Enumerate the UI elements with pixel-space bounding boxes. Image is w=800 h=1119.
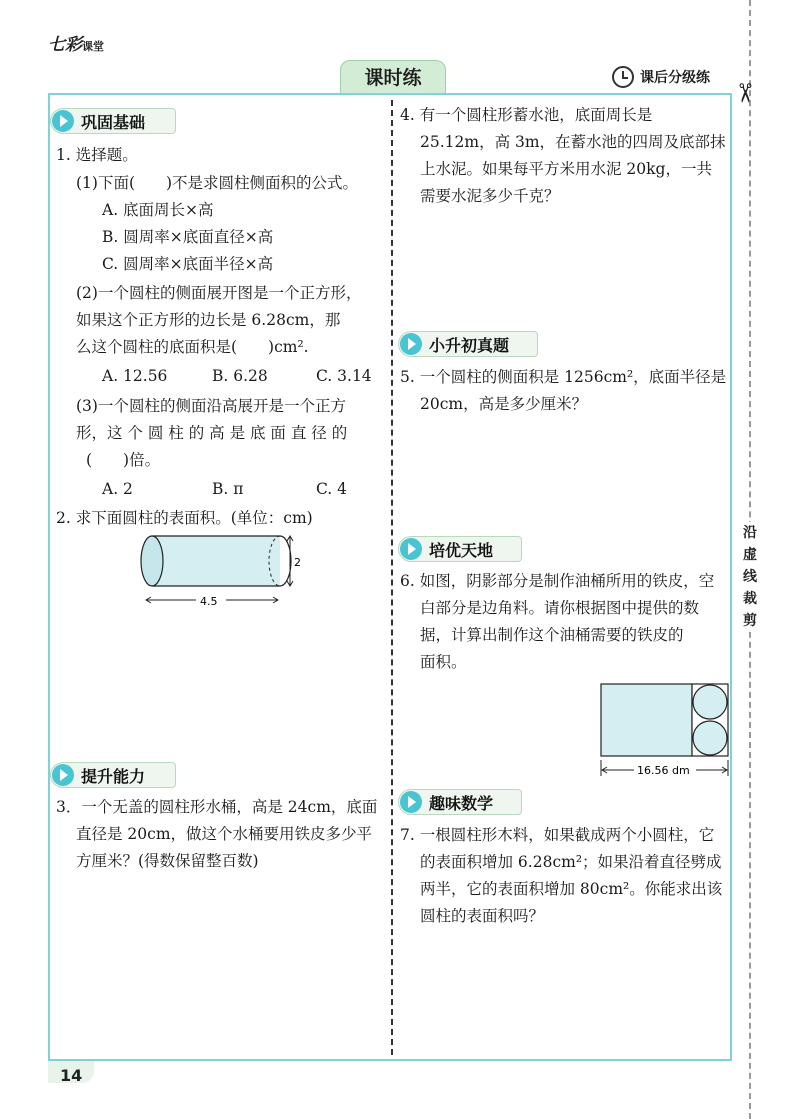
play-arrow-icon bbox=[400, 791, 422, 813]
q1c-line2: 形，这 个 圆 柱 的 高 是 底 面 直 径 的 bbox=[76, 424, 348, 442]
scissors-icon: ✂ bbox=[728, 82, 759, 104]
q3-line1: 3．一个无盖的圆柱形水桶，高是 24cm，底面 bbox=[56, 798, 378, 816]
q1a-option-a: A. 底面周长×高 bbox=[102, 201, 214, 219]
q7-line4: 圆柱的表面积吗？ bbox=[420, 907, 545, 925]
play-arrow-icon bbox=[52, 110, 74, 132]
header-right bbox=[612, 66, 710, 88]
q1a-stem: (1)下面( )不是求圆柱侧面积的公式。 bbox=[76, 174, 359, 192]
q1b-line3: 么这个圆柱的底面积是( )cm². bbox=[76, 338, 309, 356]
oil-drum-figure bbox=[596, 682, 732, 782]
column-divider bbox=[391, 100, 393, 1055]
bottom-circle bbox=[693, 721, 727, 755]
section-title: 提升能力 bbox=[81, 766, 146, 786]
q3-line2: 直径是 20cm，做这个水桶要用铁皮多少平 bbox=[76, 825, 373, 843]
section-title: 小升初真题 bbox=[429, 335, 510, 355]
q6-line1: 6. 如图，阴影部分是制作油桶所用的铁皮，空 bbox=[400, 572, 715, 590]
q7-line1: 7. 一根圆柱形木料，如果截成两个小圆柱，它 bbox=[400, 826, 715, 844]
q4-line3: 上水泥。如果每平方米用水泥 20kg，一共 bbox=[420, 160, 712, 178]
section-title: 巩固基础 bbox=[81, 112, 146, 132]
cylinder-body bbox=[152, 536, 280, 586]
section-pill-exam bbox=[398, 331, 538, 357]
q1c-option-b: B. π bbox=[212, 480, 244, 498]
q1b-line2: 如果这个正方形的边长是 6.28cm，那 bbox=[76, 311, 341, 329]
section-pill-basics bbox=[50, 108, 176, 134]
q1c-option-a: A. 2 bbox=[102, 480, 133, 498]
q4-line1: 4. 有一个圆柱形蓄水池，底面周长是 bbox=[400, 106, 653, 124]
q7-line3: 两半，它的表面积增加 80cm²。你能求出该 bbox=[420, 880, 723, 898]
q1b-option-a: A. 12.56 bbox=[102, 367, 168, 385]
q2-text: 2. 求下面圆柱的表面积。(单位：cm) bbox=[56, 509, 313, 527]
brand-sub: 课堂 bbox=[82, 40, 104, 53]
play-arrow-icon bbox=[400, 538, 422, 560]
header-right-label: 课后分级练 bbox=[640, 70, 710, 86]
q1b-option-c: C. 3.14 bbox=[316, 367, 372, 385]
cylinder-left-end bbox=[141, 536, 163, 586]
section-pill-fun bbox=[398, 789, 522, 815]
shaded-lateral-sheet bbox=[601, 684, 692, 756]
q1-title: 1. 选择题。 bbox=[56, 146, 138, 164]
section-title: 趣味数学 bbox=[429, 793, 494, 813]
play-arrow-icon bbox=[400, 333, 422, 355]
q5-line2: 20cm，高是多少厘米？ bbox=[420, 395, 588, 413]
q1a-option-c: C. 圆周率×底面半径×高 bbox=[102, 255, 274, 273]
q1c-line3: ( )倍。 bbox=[86, 451, 161, 469]
brand-main: 七彩 bbox=[48, 35, 82, 55]
section-title: 培优天地 bbox=[429, 540, 494, 560]
brand-logo bbox=[48, 30, 104, 55]
cut-guide-text: 沿 虚 线 裁 剪 bbox=[738, 522, 762, 632]
q6-line4: 面积。 bbox=[420, 653, 467, 671]
cylinder-figure bbox=[132, 528, 312, 614]
q4-line2: 25.12m，高 3m，在蓄水池的四周及底部抹 bbox=[420, 133, 726, 151]
q1b-line1: (2)一个圆柱的侧面展开图是一个正方形， bbox=[76, 284, 362, 302]
dim-label: 16.56 dm bbox=[637, 764, 690, 777]
q1b-option-b: B. 6.28 bbox=[212, 367, 268, 385]
q7-line2: 的表面积增加 6.28cm²；如果沿着直径劈成 bbox=[420, 853, 722, 871]
cylinder-right-end bbox=[280, 536, 291, 586]
q1a-option-b: B. 圆周率×底面直径×高 bbox=[102, 228, 274, 246]
top-circle bbox=[693, 685, 727, 719]
q1c-option-c: C. 4 bbox=[316, 480, 348, 498]
play-arrow-icon bbox=[52, 764, 74, 786]
section-pill-improve bbox=[50, 762, 176, 788]
page-title: 课时练 bbox=[340, 60, 446, 95]
q6-line3: 据，计算出制作这个油桶需要的铁皮的 bbox=[420, 626, 684, 644]
diameter-label: 2 bbox=[294, 556, 301, 569]
q4-line4: 需要水泥多少千克？ bbox=[420, 187, 560, 205]
q1c-line1: (3)一个圆柱的侧面沿高展开是一个正方 bbox=[76, 397, 346, 415]
section-pill-advanced bbox=[398, 536, 522, 562]
q6-line2: 白部分是边角料。请你根据图中提供的数 bbox=[420, 599, 700, 617]
length-label: 4.5 bbox=[200, 595, 218, 608]
page-number: 14 bbox=[60, 1066, 83, 1085]
alarm-clock-icon bbox=[612, 66, 634, 88]
q3-line3: 方厘米？(得数保留整百数) bbox=[76, 852, 259, 870]
q5-line1: 5. 一个圆柱的侧面积是 1256cm²，底面半径是 bbox=[400, 368, 727, 386]
